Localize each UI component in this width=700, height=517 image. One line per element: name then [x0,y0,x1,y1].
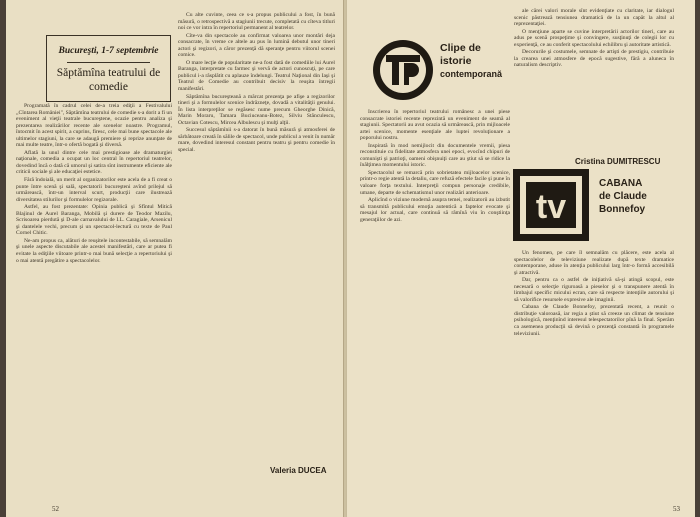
paragraph: Programată în cadrul celei de-a treia ediţii a Festivalului „Cîntarea României", Săptămîna teatrului de comedie s-a dorit a fi un eveniment al vieţii teatrale bucureştene, ocazie pentru analiza şi prezentarea realizărilor recente ale scenelor noastre. Programul, întocmit în acest spirit, a cuprins, firesc, cele mai bune spectacole ale ultimelor stagiuni, la care se adaugă premiere şi reprize anunţate de mai multe teatre, într-o ofertă bogată şi diversă. [16,103,172,149]
paragraph: Inspirată în mod nemijlocit din documentele vremii, piesa reconstituie cu fidelitate atmosfera unei epoci, evocînd chipuri de comunişti şi patrioţi, oameni obişnuiţi care au ştiut să se ridice la înălţimea momentului istoric. [360,142,510,169]
left-page [6,0,345,517]
page-number: 52 [52,505,59,513]
paragraph: Astfel, au fost prezentate: Opinia publică şi Sfîntul Mitică Blajinul de Aurel Baranga, Mobilă şi durere de Teodor Mazilu, Scrisoarea pierdută şi D-ale carnavalului de I.L. Caragiale, Arsenicul şi dantelele vechi, precum şi un spectacol-lectură cu texte de Paul Cornel Chitic. [16,204,172,237]
paragraph: Decorurile şi costumele, semnate de artişti de prestigiu, contribuie la crearea unei atmosfere de epocă sugestive, fără a aluneca în naturalism descriptiv. [514,49,674,69]
paragraph: Inscrierea în repertoriul teatrului românesc a unei piese consacrate istoriei recente reprezintă un eveniment de seamă al stagiunii. Spectatorii au avut ocazia să urmărească, prin mijloacele artei scenice, momente esenţiale ale luptei revoluţionare a poporului nostru. [360,109,510,142]
paragraph: Un fenomen, pe care îl semnalăm cu plăcere, este acela al spectacolelor de televiziune realizate după texte dramatice contemporane, aduse în atenţia publicului larg într-o formă accesibilă şi atractivă. [514,250,674,276]
paragraph: Dar, pentru ca o astfel de iniţiativă să-şi atingă scopul, este necesară o selecţie riguroasă a pieselor şi o transpunere atentă în limbajul specific micului ecran, care să respecte intenţiile autorului şi să valorifice resursele expresive ale imaginii. [514,277,674,303]
left-page-column-1 [16,103,172,498]
tv-title-line: de Claude [599,191,647,202]
header-divider [67,62,150,63]
tv-title-line: Bonnefoy [599,204,646,215]
paragraph: Fără îndoială, un merit al organizatorilor este acela de a fi creat o punte între scenă şi sală, spectatorii bucureşteni avînd prilejul să urmărească, într-un interval scurt, producţii care ilustrează diversitatea stilurilor şi formulelor regizorale. [16,177,172,203]
paragraph: Cîte-va din spectacole au confirmat valoarea unor montări deja consacrate, în vreme ce altele au pus în lumină debutul unor tineri actori şi regizori, a căror prezenţă dă speranţe pentru viitorul scenei comice. [178,32,335,59]
tv-section-title [599,177,647,216]
section-title-line: contemporană [440,69,503,79]
tv-title-line: CABANA [599,178,643,189]
paragraph: Spectacolul se remarcă prin sobrietatea mijloacelor scenice, printr-o regie atentă la detaliu, care refuză efectele facile şi pune în valoare forţa textului. Interpreţii compun personaje credibile, umane, departe de schematismul unor realizări anterioare. [360,169,510,196]
article-header-box [46,35,171,102]
paragraph: Aflată la unul dintre cele mai prestigioase ale dramaturgiei naţionale, comedia a ocupat un loc central în repertoriul teatrelor, dovedind încă o dată că umorul şi satira sînt instrumente eficiente ale criticii sociale şi ale educaţiei estetice. [16,149,172,176]
paragraph: Săptămîna bucureşteană a mărcat prezenţa pe afişe a regizorilor tineri şi a formulelor scenice îndrăzneţe, dovadă a vitalităţii genului. În lista interpreţilor se regăsesc nume precum Gheorghe Dinică, Marin Moraru, Tamara Buciuceanu-Botez, Silviu Stănculescu, Octavian Cotescu, Mircea Albulescu şi mulţi alţii. [178,93,335,126]
article-date: Bucureşti, 1-7 septembrie [58,46,159,56]
right-page-top-column [514,8,674,161]
right-page-column-1 [360,109,510,505]
paragraph: O mare lecţie de popularitate ne-a fost dată de comediile lui Aurel Baranga, interpretate cu farmec şi vervă de actori cunoscuţi, pe care publicul i-a răsplătit cu aplauze îndelungi. Teatrul Naţional din Iaşi şi Teatrul de Comedie au contribuit decisiv la reuşita întregii manifestări. [178,59,335,93]
section-title [440,42,502,81]
section-title-line: Clipe de [440,42,481,54]
section-title-line: istorie [440,55,472,67]
article-author: Cristina DUMITRESCU [575,157,661,166]
paragraph: ale cărei valori morale sînt evidenţiate cu claritate, iar dialogul scenic păstrează tensiunea dramatică de la un capăt la altul al reprezentaţiei. [514,8,674,28]
paragraph: Cabana de Claude Bonnefoy, prezentată recent, a reunit o distribuţie valoroasă, iar regia a ştiut să creeze un climat de tensiune psihologică, menţinînd interesul telespectatorilor pînă la final. Sperăm ca asemenea producţii să devină o prezenţă constantă în programele televiziunii. [514,304,674,337]
paragraph: Succesul săptămînii s-a datorat în bună măsură şi atmosferei de sărbătoare creată în sălile de spectacol, unde publicul a venit în număr mare, dovedind interesul constant pentru teatru şi pentru comedie în special. [178,127,335,153]
left-page-column-2 [178,12,335,460]
history-clips-logo-icon [370,37,436,103]
tv-logo-icon [512,168,590,242]
article-author: Valeria DUCEA [270,466,327,475]
right-page-column-2 [514,250,674,500]
page-number: 53 [673,505,680,513]
article-title: Săptămîna teatrului de comedie [56,67,161,93]
paragraph: Aplicînd o viziune modernă asupra temei, realizatorii au izbutit să transmită publicului emoţia autentică a faptelor evocate şi mesajul lor actual, care continuă să rămînă viu în conştiinţa generaţiilor de azi. [360,197,510,223]
paragraph: Ne-am propus ca, alături de reuşitele incontestabile, să semnalăm şi unele aspecte discutabile ale acestei manifestări, care ar putea fi evitate la ediţiile viitoare printr-o mai bună selecţie a repertoriului şi o mai atentă pregătire a spectacolelor. [16,237,172,264]
tv-logo-text: tv [535,188,567,226]
paragraph: Cu alte cuvinte, ceea ce s-a propus publicului a fost, în bună măsură, o retrospectivă a stagiunii trecute, completată cu cîteva titluri noi ce vor intra în repertoriul permanent al teatrelor. [178,12,335,32]
paragraph: O menţiune aparte se cuvine interpretării actorilor tineri, care au adus pe scenă prospeţime şi convingere, susţinuţi de colegii lor cu experienţă, ce au conferit spectacolului echilibru şi autoritate artistică. [514,28,674,48]
